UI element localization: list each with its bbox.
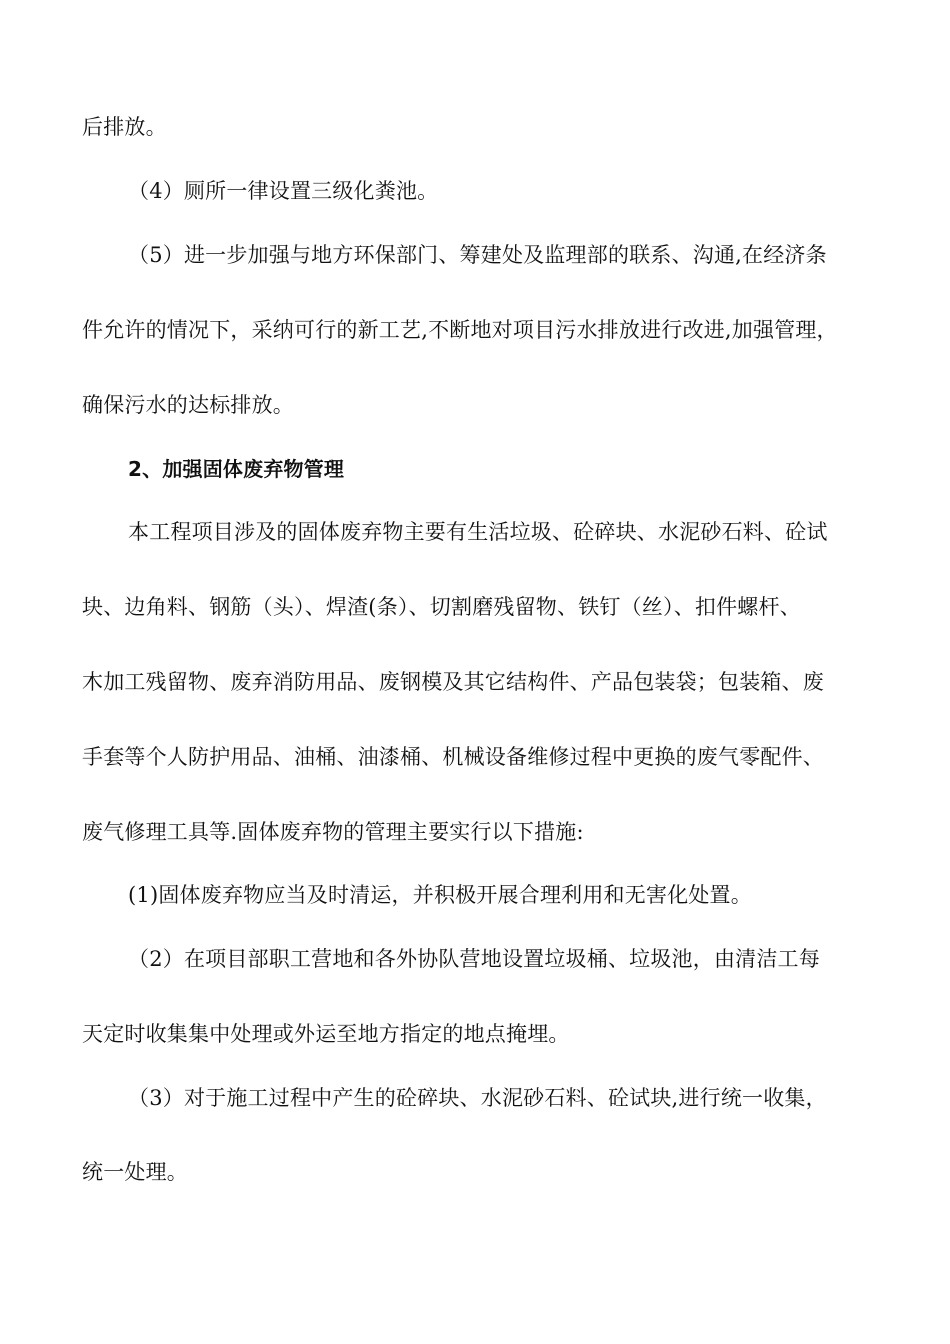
text-line-5: 确保污水的达标排放。 <box>82 393 294 417</box>
text-line-13: （2）在项目部职工营地和各外协队营地设置垃圾桶、垃圾池，由清洁工每 <box>128 947 820 971</box>
text-line-10: 手套等个人防护用品、油桶、油漆桶、机械设备维修过程中更换的废气零配件、 <box>82 745 824 769</box>
text-line-12: (1)固体废弃物应当及时清运，并积极开展合理利用和无害化处置。 <box>128 883 752 907</box>
text-line-8: 块、边角料、钢筋（头）、焊渣(条）、切割磨残留物、铁钉（丝）、扣件螺杆、 <box>82 595 801 619</box>
text-line-14: 天定时收集集中处理或外运至地方指定的地点掩埋。 <box>82 1022 570 1046</box>
text-line-9: 木加工残留物、废弃消防用品、废钢模及其它结构件、产品包装袋；包装箱、废 <box>82 670 824 694</box>
text-line-7: 本工程项目涉及的固体废弃物主要有生活垃圾、砼碎块、水泥砂石料、砼试 <box>128 520 828 544</box>
text-line-1: 后排放。 <box>82 115 167 139</box>
section-heading: 2、加强固体废弃物管理 <box>128 457 345 481</box>
text-line-4: 件允许的情况下，采纳可行的新工艺,不断地对项目污水排放进行改进,加强管理， <box>82 318 838 342</box>
text-line-16: 统一处理。 <box>82 1160 188 1184</box>
text-line-3: （5）进一步加强与地方环保部门、筹建处及监理部的联系、沟通,在经济条 <box>128 243 827 267</box>
text-line-2: （4）厕所一律设置三级化粪池。 <box>128 179 439 203</box>
text-line-11: 废气修理工具等.固体废弃物的管理主要实行以下措施: <box>82 820 584 844</box>
text-line-15: （3）对于施工过程中产生的砼碎块、水泥砂石料、砼试块,进行统一收集， <box>128 1086 827 1110</box>
